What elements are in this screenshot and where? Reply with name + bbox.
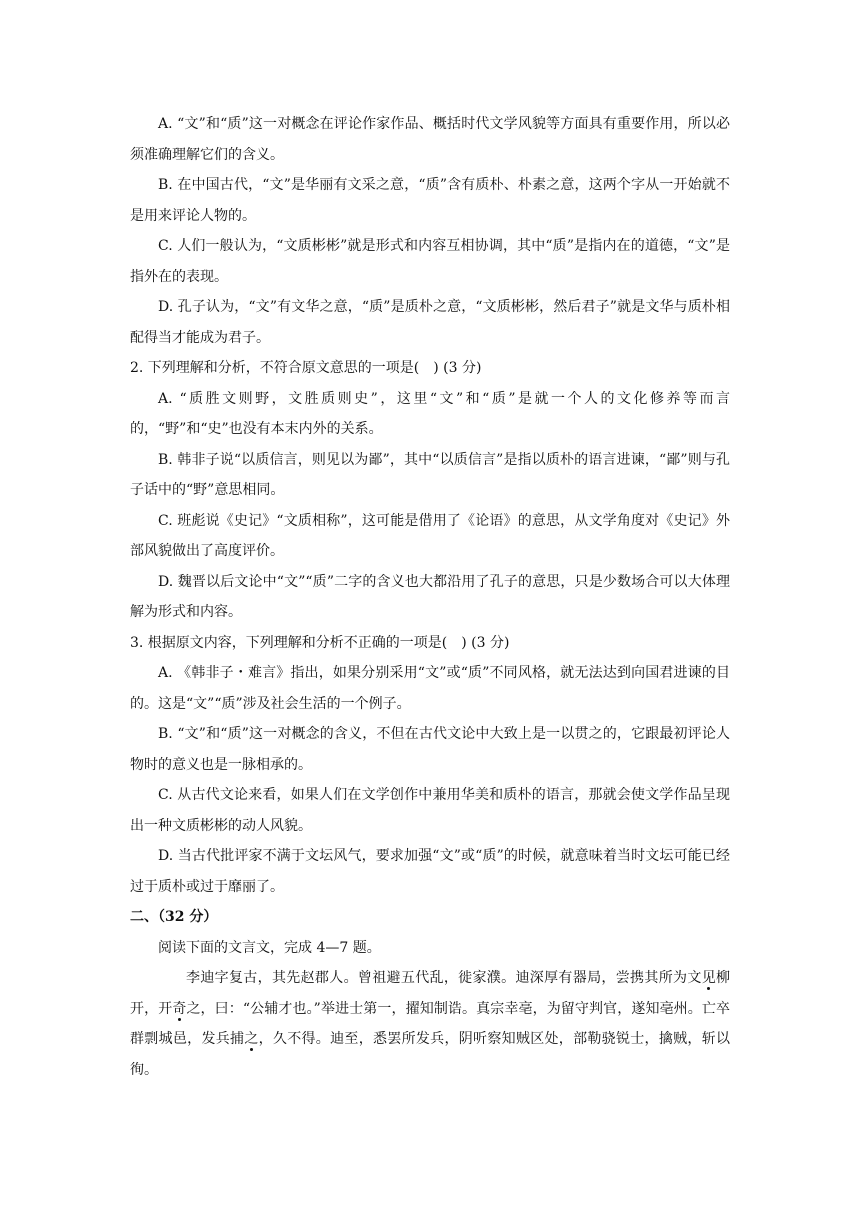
document-body: [130, 109, 730, 1085]
q2-stem: 2. 下列理解和分析，不符合原文意思的一项是( ) (3 分): [130, 360, 482, 376]
q3-option-a: A. 《韩非子・难言》指出，如果分别采用“文”或“质”不同风格，就无法达到向国君进谏的目的。这是“文”“质”涉及社会生活的一个例子。: [130, 665, 730, 712]
q1-option-c: C. 人们一般认为，“文质彬彬”就是形式和内容互相协调，其中“质”是指内在的道德，“文”是指外在的表现。: [130, 238, 730, 285]
q2-option-c: C. 班彪说《史记》“文质相称”，这可能是借用了《论语》的意思，从文学角度对《史记》外部风貌做出了高度评价。: [130, 512, 730, 559]
section-heading: 二、（32 分）: [130, 909, 218, 925]
dotted-character-jian: 见: [701, 970, 717, 986]
q3-stem: 3. 根据原文内容，下列理解和分析不正确的一项是( ) (3 分): [130, 634, 510, 651]
passage-text-4: ，久不得。迪至，悉罢所发兵，阴听察知贼区处，部勒骁锐士，擒贼，斩以徇。: [130, 1031, 731, 1078]
passage-text-2: 柳开，开: [130, 970, 731, 1017]
q3-option-d: D. 当古代批评家不满于文坛风气，要求加强“文”或“质”的时候，就意味着当时文坛可能已经过于质朴或过于靡丽了。: [130, 848, 730, 895]
q2-option-a: A. “质胜文则野，文胜质则史”，这里“文”和“质”是就一个人的文化修养等而言的，“野”和“史”也没有本末内外的关系。: [130, 390, 730, 437]
q1-option-d: D. 孔子认为，“文”有文华之意，“质”是质朴之意，“文质彬彬，然后君子”就是文华与质朴相配得当才能成为君子。: [130, 299, 730, 346]
q2-option-b: B. 韩非子说“以质信言，则见以为鄙”，其中“以质信言”是指以质朴的语言进谏，“鄙”则与孔子话中的“野”意思相同。: [130, 451, 730, 498]
q1-option-a: A. “文”和“质”这一对概念在评论作家作品、概括时代文学风貌等方面具有重要作用，所以必须准确理解它们的含义。: [130, 116, 730, 163]
q1-option-b: B. 在中国古代，“文”是华丽有文采之意，“质”含有质朴、朴素之意，这两个字从一开始就不是用来评论人物的。: [130, 177, 730, 224]
passage-text-3: 之，曰：“公辅才也。”举进士第一，擢知制诰。真宗幸亳，为留守判官，遂知亳州。亡卒群剽城邑，发兵捕: [130, 1000, 731, 1047]
q2-option-d: D. 魏晋以后文论中“文”“质”二字的含义也大都沿用了孔子的意思，只是少数场合可以大体理解为形式和内容。: [130, 573, 730, 620]
dotted-character-zhi: 之: [244, 1031, 259, 1047]
q3-option-b: B. “文”和“质”这一对概念的含义，不但在古代文论中大致上是一以贯之的，它跟最初评论人物时的意义也是一脉相承的。: [130, 726, 730, 773]
passage-text-1: 李迪字复古，其先赵郡人。曾祖避五代乱，徙家濮。迪深厚有器局，尝携其所为文: [186, 970, 702, 986]
classical-passage: [130, 963, 730, 1085]
dotted-character-qi: 奇: [172, 1000, 187, 1017]
q3-option-c: C. 从古代文论来看，如果人们在文学创作中兼用华美和质朴的语言，那就会使文学作品呈现出一种文质彬彬的动人风貌。: [130, 787, 730, 834]
section-instruction: 阅读下面的文言文，完成 4—7 题。: [158, 939, 381, 956]
